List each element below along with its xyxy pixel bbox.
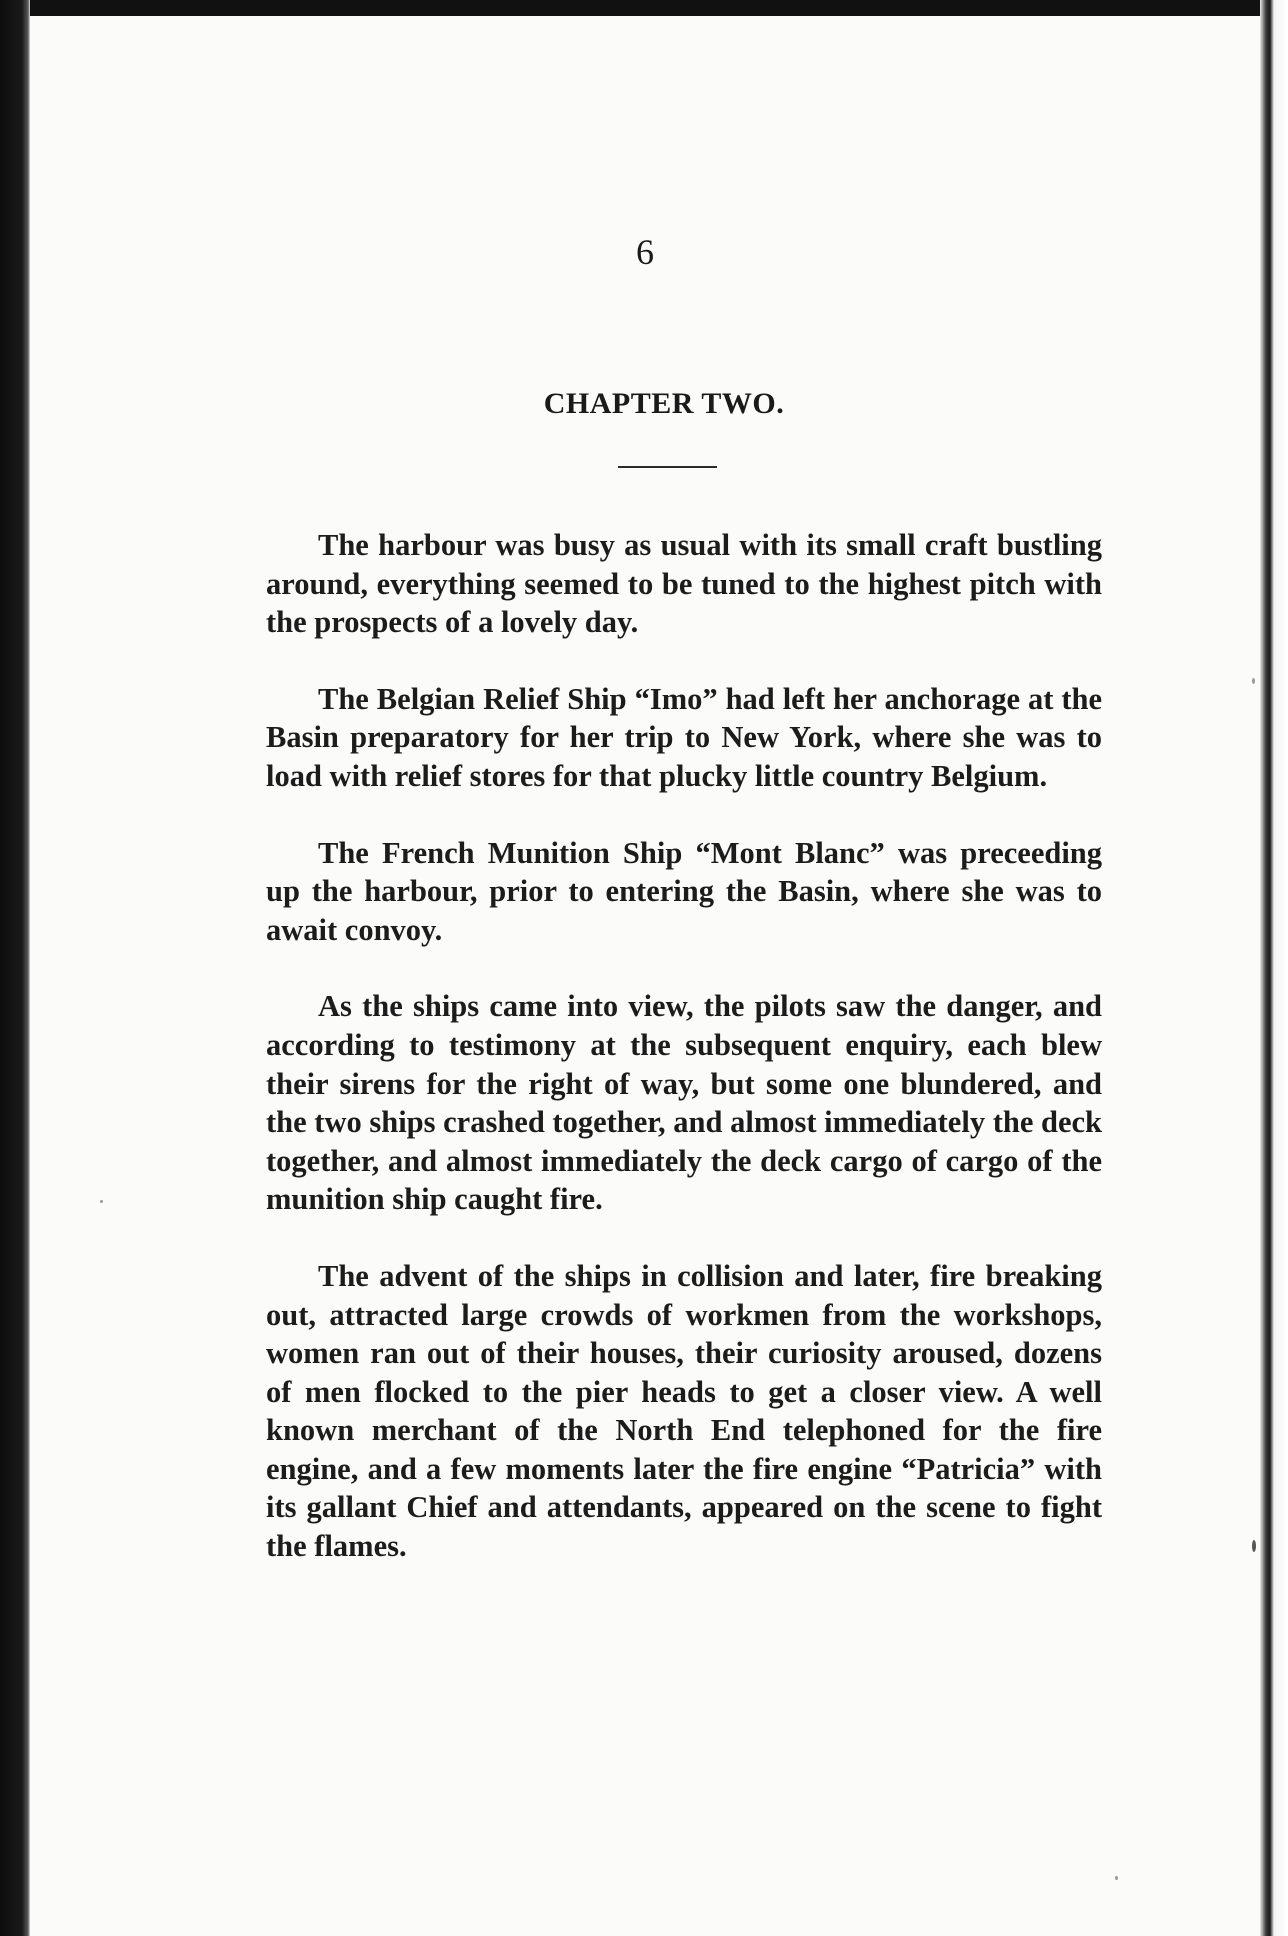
- scan-edge-left: [0, 0, 30, 1936]
- title-divider: [618, 466, 717, 468]
- paragraph: The harbour was busy as usual with its small craft bustling around, everything seemed to be tuned to the highest pitch with the prospects of a lovely day.: [266, 528, 1102, 640]
- chapter-body: [266, 526, 1102, 1604]
- paragraph: As the ships came into view, the pilots saw the danger, and according to testimony at the subsequent enquiry, each blew their sirens for the right of way, but some one blundered, and the two ships crashed together, and almost immediately the deck together, and almost immediately the deck cargo of cargo of the munition ship caught fire.: [266, 989, 1102, 1217]
- book-page: [30, 16, 1260, 1936]
- paragraph: The advent of the ships in collision and later, fire breaking out, attracted large crowds of workmen from the workshops, women ran out of their houses, their curiosity aroused, dozens of men flocked to the pier heads to get a closer view. A well known merchant of the North End telephoned for the fire engine, and a few moments later the fire engine “Patricia” with its gallant Chief and attendants, appeared on the scene to fight the flames.: [266, 1258, 1102, 1564]
- page-number: 6: [636, 232, 654, 272]
- chapter-title: CHAPTER TWO.: [543, 387, 785, 420]
- paragraph: The Belgian Relief Ship “Imo” had left her anchorage at the Basin preparatory for her trip to New York, where she was to load with relief stores for that plucky little country Belgium.: [266, 681, 1102, 793]
- scan-speck: [1252, 1540, 1256, 1552]
- scan-edge-top: [0, 0, 1288, 16]
- scan-speck: [1115, 1876, 1118, 1880]
- scan-edge-right: [1260, 0, 1288, 1936]
- scan-speck: [1252, 678, 1255, 684]
- scan-speck: [100, 1200, 103, 1203]
- paragraph: The French Munition Ship “Mont Blanc” was preceeding up the harbour, prior to entering the Basin, where she was to await convoy.: [266, 835, 1102, 947]
